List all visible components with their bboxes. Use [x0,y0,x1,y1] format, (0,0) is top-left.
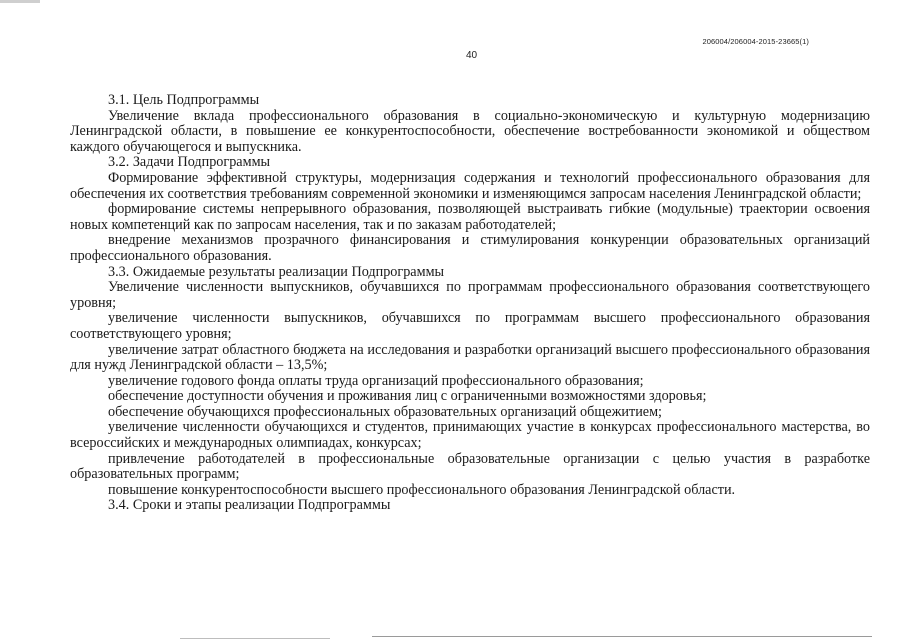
paragraph: внедрение механизмов прозрачного финансирования и стимулирования конкуренции образовательных организаций профессионального образования. [70,232,870,264]
paragraph: формирование системы непрерывного образования, позволяющей выстраивать гибкие (модульные) траектории освоения новых компетенций как по запросам населения, так и по заказам работодателей; [70,201,870,233]
section-heading-tasks: 3.2. Задачи Подпрограммы [108,154,271,171]
section-heading-goal: 3.1. Цель Подпрограммы [108,92,260,108]
paragraph: привлечение работодателей в профессиональные образовательные организации с целью участия в разработке образовательных программ; [70,450,870,483]
bottom-scan-line [372,636,872,637]
page-number: 40 [466,50,478,61]
paragraph: увеличение численности выпускников, обучавшихся по программам высшего профессионального образования соответствующего уровня; [70,310,870,342]
paragraph: обеспечение доступности обучения и проживания лиц с ограниченными возможностями здоровья; [108,388,707,405]
paragraph: обеспечение обучающихся профессиональных образовательных организаций общежитием; [108,403,662,420]
section-heading-timeline: 3.4. Сроки и этапы реализации Подпрограммы [108,497,391,514]
paragraph: Увеличение вклада профессионального образования в социально-экономическую и культурную модернизацию Ленинградской области, в повышение ее конкурентоспособности, обеспечение востребованности экономикой и обществом каждого обучающегося и выпускника. [70,107,870,155]
paragraph: повышение конкурентоспособности высшего профессионального образования Ленинградской области. [108,481,736,498]
paragraph: Увеличение численности выпускников, обучавшихся по программам профессионального образования соответствующего уровня; [70,279,870,311]
paragraph: увеличение годового фонда оплаты труда организаций профессионального образования; [108,372,644,389]
paragraph: увеличение затрат областного бюджета на исследования и разработки организаций высшего профессионального образования для нужд Ленинградской области – 13,5%; [70,341,870,374]
paragraph: увеличение численности обучающихся и студентов, принимающих участие в конкурсах профессионального мастерства, во всероссийских и международных олимпиадах, конкурсах; [70,419,870,452]
paragraph: Формирование эффективной структуры, модернизация содержания и технологий профессионального образования для обеспечения их соответствия требованиям современной экономики и изменяющимся запросам населения Ленинградской области; [70,169,870,202]
bottom-scan-line [180,638,330,639]
section-heading-results: 3.3. Ожидаемые результаты реализации Подпрограммы [108,263,445,280]
scan-artifact [0,0,40,3]
document-id: 206004/206004-2015-23665(1) [702,37,809,46]
document-body [70,93,870,514]
